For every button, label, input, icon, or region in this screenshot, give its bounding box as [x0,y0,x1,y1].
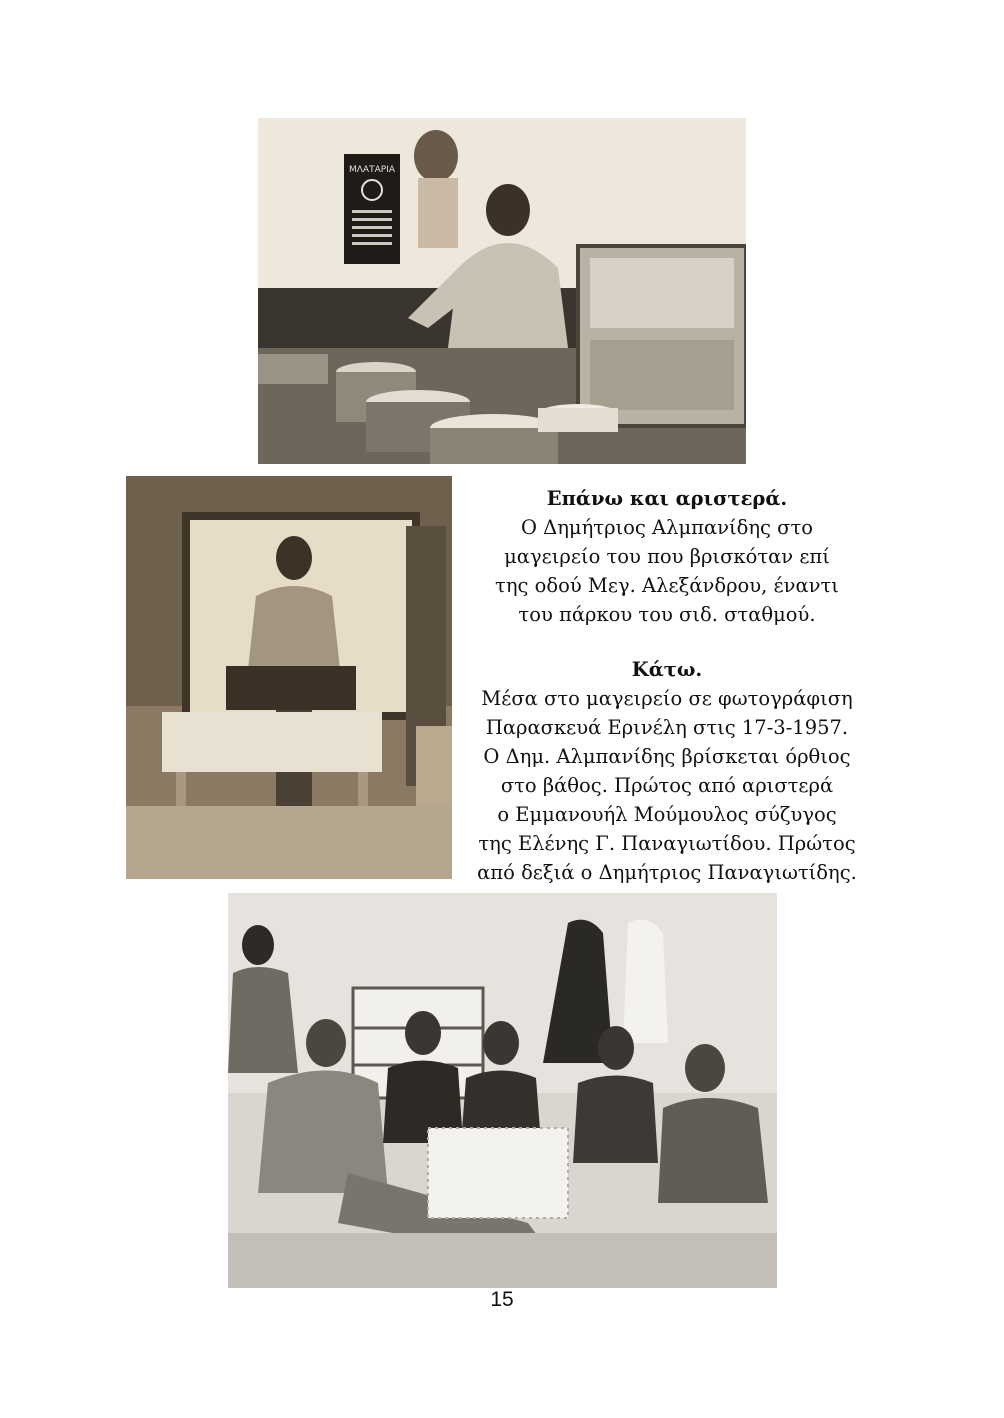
caption-bottom-heading: Κάτω. [631,658,703,681]
photo-man-at-grill [126,476,452,879]
caption-top-heading: Επάνω και αριστερά. [546,487,788,510]
caption-top-line: Ο Δημήτριος Αλμπανίδης στο [520,516,814,539]
page-number: 15 [490,1288,514,1311]
caption-top-line: μαγειρείο του που βρισκόταν επί [504,545,830,568]
caption-top-line: της οδού Μεγ. Αλεξάνδρου, έναντι [495,574,839,597]
caption-top-line: του πάρκου του σιδ. σταθμού. [518,603,816,626]
caption-bottom-line: Μέσα στο μαγειρείο σε φωτογράφιση [481,687,853,710]
sign-text: ΜΛΑΤΑΡΙΑ [349,165,395,175]
caption-bottom-line: ο Εμμανουήλ Μούμουλος σύζυγος [497,803,837,826]
photo-caption [462,484,872,887]
caption-bottom-line: της Ελένης Γ. Παναγιωτίδου. Πρώτος [478,832,856,855]
photo-group-at-table [228,893,777,1288]
caption-bottom-line: στο βάθος. Πρώτος από αριστερά [500,774,834,797]
caption-bottom-line: από δεξιά ο Δημήτριος Παναγιωτίδης. [477,861,857,884]
photo-cook-in-kitchen [258,118,746,464]
caption-bottom-line: Ο Δημ. Αλμπανίδης βρίσκεται όρθιος [483,745,851,768]
caption-bottom-line: Παρασκευά Ερινέλη στις 17-3-1957. [485,716,849,739]
